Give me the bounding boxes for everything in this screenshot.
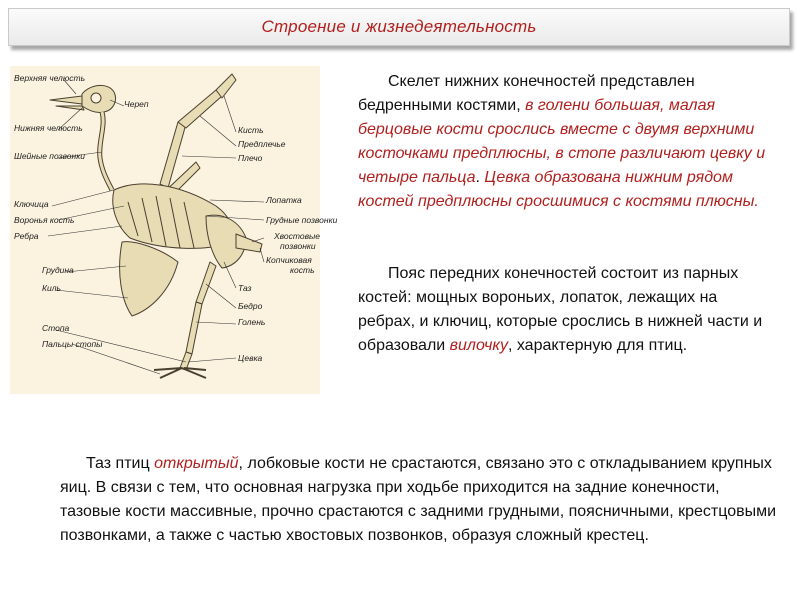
forearm-bones — [178, 90, 222, 128]
title-bar — [8, 8, 790, 46]
label-tibia: Голень — [238, 317, 266, 327]
label-femur: Бедро — [238, 301, 263, 311]
label-shoulder: Плечо — [238, 153, 263, 163]
bird-skeleton-figure — [10, 66, 338, 394]
label-toes: Пальцы стопы — [42, 339, 103, 349]
p1-text-a: Скелет нижних конечностей представлен бедренными костями, — [358, 73, 695, 114]
p1-highlight: в голени большая, малая берцовые кости срослись вместе с двумя верхними косточками предплюсны, в стопе различают цевку и четыре пальца — [358, 97, 766, 186]
eye-socket — [91, 93, 101, 103]
label-coracoid: Воронья кость — [14, 215, 75, 225]
label-thoracic-vertebrae: Грудные позвонки — [266, 215, 338, 225]
paragraph-pelvis — [60, 452, 780, 548]
label-sternum: Грудина — [42, 265, 74, 275]
p1-highlight-2: Цевка образована нижним рядом костей предплюсны сросшимися с костями плюсны. — [358, 169, 759, 210]
paragraph-lower-limbs — [358, 70, 778, 214]
label-lower-jaw: Нижняя челюсть — [14, 123, 83, 133]
label-tail-vertebrae-1: Хвостовые — [274, 231, 321, 241]
p1-text-b: . — [475, 169, 485, 186]
label-pygostyle-1: Копчиковая — [266, 255, 312, 265]
label-clavicle: Ключица — [14, 199, 49, 209]
label-pygostyle-2: кость — [290, 265, 315, 275]
label-tail-vertebrae-2: позвонки — [280, 241, 316, 251]
label-keel: Киль — [42, 283, 62, 293]
label-ribs: Ребра — [14, 231, 39, 241]
label-forearm: Предплечье — [238, 139, 286, 149]
beak-lower — [56, 106, 84, 110]
label-scapula: Лопатка — [266, 195, 302, 205]
p2-highlight: вилочку — [449, 337, 508, 354]
label-tarsus: Цевка — [238, 353, 263, 363]
toes — [154, 368, 206, 378]
label-hand: Кисть — [238, 125, 264, 135]
label-foot: Стопа — [42, 323, 70, 333]
label-neck-vertebrae: Шейные позвонки — [14, 151, 85, 161]
label-pelvis: Таз — [238, 283, 252, 293]
femur — [196, 262, 216, 304]
p2-text-a: Пояс передних конечностей состоит из парных костей: мощных вороньих, лопаток, лежащих на ребрах, и ключиц, которые срослись в нижней части и образовали — [358, 265, 763, 354]
slide-title: Строение и жизнедеятельность — [261, 17, 537, 36]
paragraph-forelimb-girdle — [358, 262, 778, 358]
p2-text-b: , характерную для птиц. — [507, 337, 688, 354]
p3-text-a: Таз птиц — [86, 455, 155, 472]
tibia — [186, 302, 202, 354]
label-skull: Череп — [124, 99, 149, 109]
p3-text-b: , лобковые кости не срастаются, связано это с откладыванием крупных яиц. В связи с тем, что основная нагрузка при ходьбе приходится на задние конечности, тазовые кости массивные, прочно срастаются с задними грудными, поясничными, крестцовыми позвонками, а также с частью хвостовых позвонков, образуя сложный крестец. — [60, 455, 777, 544]
beak-upper — [50, 96, 82, 104]
label-upper-jaw: Верхняя челюсть — [14, 73, 86, 83]
sternum — [120, 242, 178, 316]
p3-highlight: открытый — [154, 455, 239, 472]
hand-bones — [216, 74, 236, 98]
